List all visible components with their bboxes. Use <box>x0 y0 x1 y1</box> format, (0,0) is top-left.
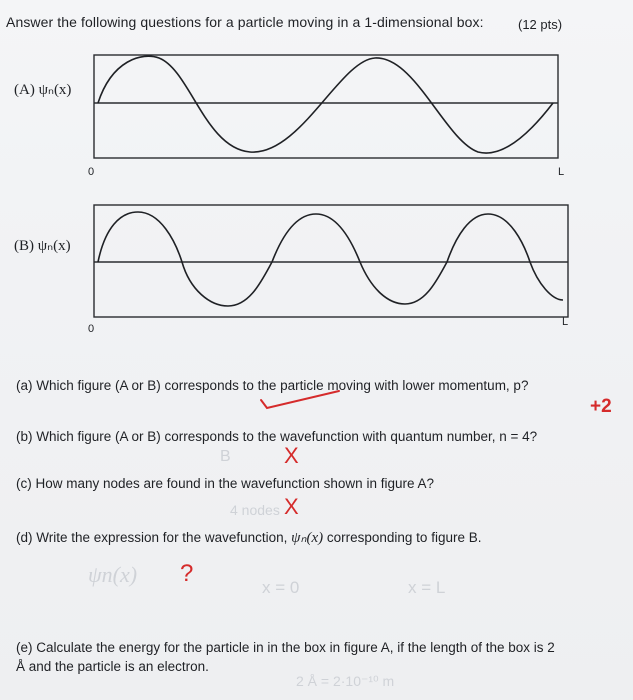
question-d <box>16 528 481 547</box>
question-c: (c) How many nodes are found in the wavefunction shown in figure A? <box>16 476 434 491</box>
figure-b-wave <box>98 212 563 306</box>
faint-answer-c: 4 nodes <box>230 502 280 518</box>
question-mark-d: ? <box>180 560 194 587</box>
wrong-mark-c: X <box>284 494 299 519</box>
question-e-line1: (e) Calculate the energy for the particle in in the box in figure A, if the length of the box is 2 <box>16 640 555 655</box>
figure-b-x-start: 0 <box>88 323 95 335</box>
figure-b-x-end: L <box>562 316 569 328</box>
figure-a-x-start: 0 <box>88 166 95 178</box>
faint-answer-d3: x = L <box>408 578 446 597</box>
points-label: (12 pts) <box>518 17 563 32</box>
checkmark-icon <box>255 388 345 412</box>
faint-answer-d2: x = 0 <box>262 578 300 597</box>
question-a: (a) Which figure (A or B) corresponds to the particle moving with lower momentum, p? <box>16 378 529 393</box>
question-e-line2: Å and the particle is an electron. <box>16 659 209 674</box>
figure-a-wave <box>98 56 553 153</box>
question-b: (b) Which figure (A or B) corresponds to the wavefunction with quantum number, n = 4? <box>16 429 538 444</box>
figure-b-label: (B) ψₙ(x) <box>14 238 71 254</box>
question-prompt: Answer the following questions for a particle moving in a 1-dimensional box: <box>6 14 484 30</box>
figure-a-box <box>94 55 558 158</box>
faint-answer-b: B <box>220 448 231 465</box>
faint-answer-d1: ψn(x) <box>88 562 138 587</box>
wrong-mark-b: X <box>284 443 299 468</box>
figure-a-x-end: L <box>558 166 565 178</box>
question-d-suffix: corresponding to figure B. <box>326 530 482 545</box>
faint-answer-e: 2 Å = 2·10⁻¹⁰ m <box>296 673 395 689</box>
question-d-prefix: (d) Write the expression for the wavefunction, <box>16 530 288 545</box>
figure-b-box <box>94 205 568 317</box>
question-d-symbol: ψₙ(x) <box>291 530 324 546</box>
score-mark: +2 <box>590 396 612 417</box>
figure-a-label: (A) ψₙ(x) <box>14 82 72 98</box>
